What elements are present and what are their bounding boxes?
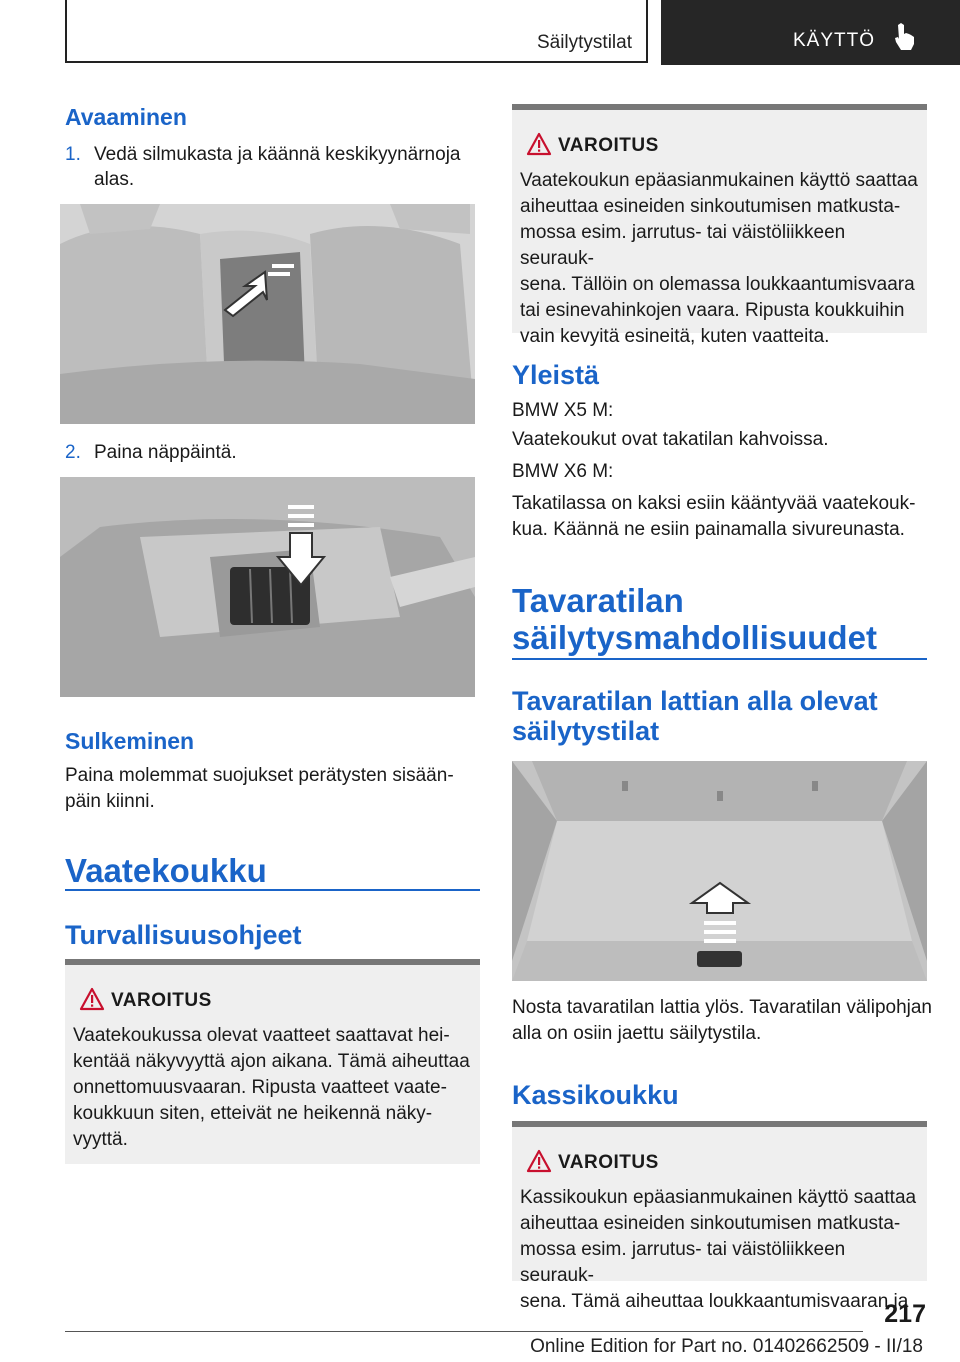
warning-line: koukkuun siten, etteivät ne heikennä näky‐ — [73, 1103, 433, 1124]
warning-box — [65, 959, 480, 1164]
figure-rear-seat-armrest — [60, 204, 475, 424]
warning-line: aiheuttaa esineiden sinkoutumisen matkusta‐ — [520, 196, 901, 217]
heading-kassikoukku: Kassikoukku — [512, 1080, 679, 1110]
heading-turvallisuusohjeet: Turvallisuusohjeet — [65, 920, 302, 950]
warning-line: Vaatekoukun epäasianmukainen käyttö saattaa — [520, 170, 918, 191]
hand-pointer-icon — [893, 22, 917, 52]
header-section-box — [65, 0, 648, 63]
step-number: 1. — [65, 144, 81, 165]
heading-sulkeminen: Sulkeminen — [65, 728, 195, 754]
warning-box — [512, 104, 927, 347]
warning-line: onnettomuusvaaran. Ripusta vaatteet vaate‐ — [73, 1077, 447, 1098]
warning-triangle-icon — [526, 1149, 552, 1173]
heading-tavaratilan-line1: Tavaratilan — [512, 582, 684, 619]
warning-title: VAROITUS — [111, 990, 212, 1011]
figure-cargo-floor — [512, 761, 927, 981]
warning-line: kentää näkyvyyttä ajon aikana. Tämä aiheuttaa — [73, 1051, 470, 1072]
warning-title: VAROITUS — [558, 1152, 659, 1173]
subheading-lattia-line1: Tavaratilan lattian alla olevat — [512, 686, 878, 716]
step-1 — [65, 142, 465, 194]
tavaratila-text-line2: alla on osiin jaettu säilytystila. — [512, 1023, 762, 1044]
warning-line: sena. Tällöin on olemassa loukkaantumisvaara — [520, 274, 915, 295]
header-chapter-tab — [661, 0, 960, 65]
warning-text — [73, 1023, 473, 1153]
warning-line: vain kevyitä esineitä, kuten vaatteita. — [520, 326, 830, 347]
figure-armrest-button — [60, 477, 475, 697]
heading-avaaminen: Avaaminen — [65, 104, 187, 130]
heading-rule — [512, 658, 927, 660]
warning-text — [520, 1185, 920, 1315]
warning-triangle-icon — [526, 132, 552, 156]
header-chapter-title: KÄYTTÖ — [793, 30, 876, 51]
footer-rule — [65, 1331, 863, 1332]
warning-line: sena. Tämä aiheuttaa loukkaantumisvaaran ja — [520, 1291, 909, 1312]
heading-yleista: Yleistä — [512, 360, 600, 390]
warning-line: vyyttä. — [73, 1129, 128, 1150]
warning-line: mossa esim. jarrutus- tai väistöliikkeen seurauk‐ — [520, 222, 846, 269]
yleista-p4a: Takatilassa on kaksi esiin kääntyvää vaatekouk‐ — [512, 493, 916, 514]
yleista-p4b: kua. Käännä ne esiin painamalla sivureunasta. — [512, 519, 905, 540]
warning-title: VAROITUS — [558, 135, 659, 156]
tavaratila-text-line1: Nosta tavaratilan lattia ylös. Tavaratilan välipohjan — [512, 997, 932, 1018]
warning-triangle-icon — [79, 987, 105, 1011]
warning-line: mossa esim. jarrutus- tai väistöliikkeen seurauk‐ — [520, 1239, 846, 1286]
page-number: 217 — [884, 1300, 926, 1328]
step-text: Paina näppäintä. — [94, 442, 237, 463]
warning-line: Vaatekoukussa olevat vaatteet saattavat hei‐ — [73, 1025, 450, 1046]
yleista-p1: BMW X5 M: — [512, 400, 614, 421]
yleista-p2: Vaatekoukut ovat takatilan kahvoissa. — [512, 429, 829, 450]
step-number: 2. — [65, 442, 81, 463]
warning-box — [512, 1121, 927, 1312]
footer-edition: Online Edition for Part no. 01402662509 - II/18 — [530, 1336, 923, 1357]
subheading-lattia-line2: säilytystilat — [512, 716, 660, 746]
heading-vaatekoukku: Vaatekoukku — [65, 852, 267, 889]
yleista-p3: BMW X6 M: — [512, 461, 614, 482]
warning-line: tai esinevahinkojen vaara. Ripusta koukkuihin — [520, 300, 905, 321]
warning-text — [520, 168, 920, 350]
warning-line: aiheuttaa esineiden sinkoutumisen matkusta‐ — [520, 1213, 901, 1234]
sulkeminen-text: Paina molemmat suojukset perätysten sisäänpäin kiinni. — [65, 765, 454, 812]
header-section-title: Säilytystilat — [536, 32, 632, 53]
heading-rule — [65, 889, 480, 891]
step-text: Vedä silmukasta ja käännä keskikyynärnoja alas. — [94, 144, 461, 190]
heading-tavaratilan-line2: säilytysmahdollisuudet — [512, 619, 877, 656]
warning-line: Kassikoukun epäasianmukainen käyttö saattaa — [520, 1187, 917, 1208]
step-2 — [65, 440, 465, 466]
